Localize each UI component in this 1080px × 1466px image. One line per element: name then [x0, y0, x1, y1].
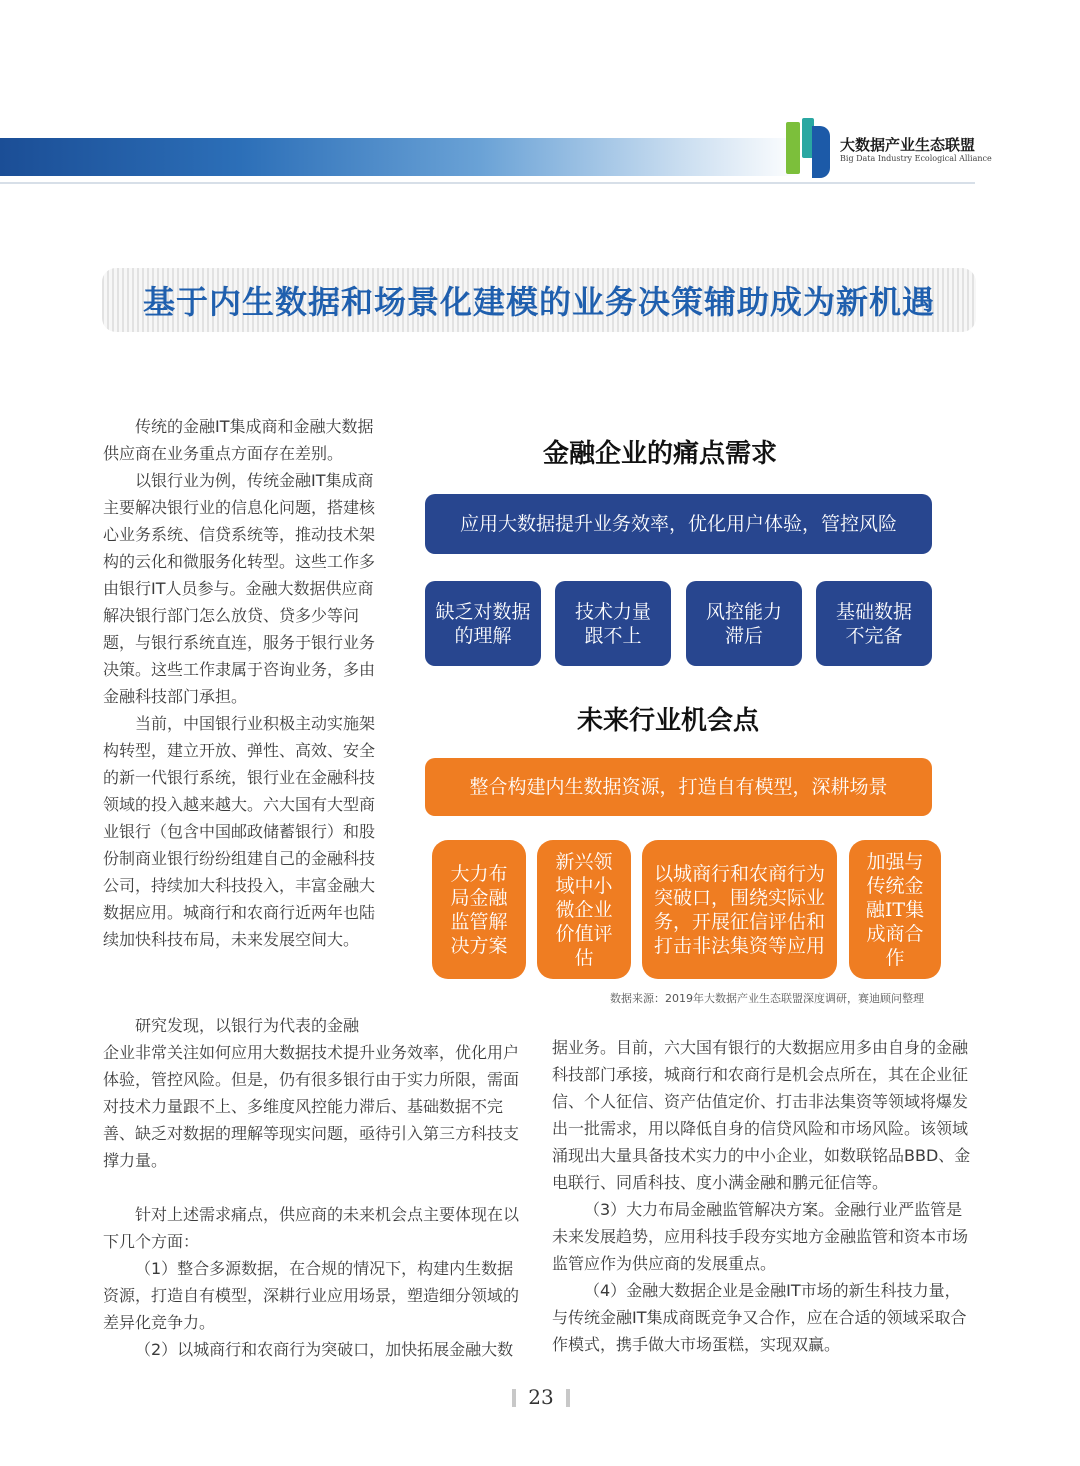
pain-point-summary-box: 应用大数据提升业务效率，优化用户体验，管控风险	[425, 494, 932, 554]
opportunity-box: 新兴领域中小微企业价值评估	[537, 840, 631, 979]
paragraph: 当前，中国银行业积极主动实施架构转型，建立开放、弹性、高效、安全的新一代银行系统，银行业在金融科技领域的投入越来越大。六大国有大型商业银行（包含中国邮政储蓄银行）和股份制商业银行纷纷组建自己的金融科技公司，持续加大科技投入，丰富金融大数据应用。城商行和农商行近两年也陆续加快科技布局，未来发展空间大。	[103, 714, 376, 949]
logo-title-en: Big Data Industry Ecological Alliance	[840, 154, 992, 163]
diagram-heading-opportunities: 未来行业机会点	[577, 706, 760, 736]
opportunity-box: 加强与传统金融IT集成商合作	[849, 840, 941, 979]
paragraph: 针对上述需求痛点，供应商的未来机会点主要体现在以下几个方面：	[103, 1205, 520, 1251]
diagram-heading-pain-points: 金融企业的痛点需求	[543, 439, 778, 469]
section-title-bar	[102, 268, 976, 332]
page-number-bar-right	[566, 1389, 570, 1407]
paragraph: 企业非常关注如何应用大数据技术提升业务效率，优化用户体验，管控风险。但是，仍有很多银行由于实力所限，需面对技术力量跟不上、多维度风控能力滞后、基础数据不完善、缺乏对数据的理解等现实问题，亟待引入第三方科技支撑力量。	[103, 1043, 520, 1170]
paragraph: 据业务。目前，六大国有银行的大数据应用多由自身的金融科技部门承接，城商行和农商行是机会点所在，其在企业征信、个人征信、资产估值定价、打击非法集资等领域将爆发出一批需求，用以降低自身的信贷风险和市场风险。该领域涌现出大量具备技术实力的中小企业，如数联铭品BBD、金电联行、同盾科技、度小满金融和鹏元征信等。	[552, 1038, 971, 1192]
paragraph: 研究发现，以银行为代表的金融	[135, 1016, 360, 1035]
paragraph: （2）以城商行和农商行为突破口，加快拓展金融大数	[135, 1340, 514, 1359]
logo-title-cn: 大数据产业生态联盟	[840, 136, 976, 154]
pain-point-box: 缺乏对数据的理解	[425, 581, 541, 666]
page-number: 23	[528, 1385, 554, 1409]
paragraph: （1）整合多源数据，在合规的情况下，构建内生数据资源，打造自有模型，深耕行业应用场景，塑造细分领域的差异化竞争力。	[103, 1259, 520, 1332]
paragraph: （4）金融大数据企业是金融IT市场的新生科技力量，与传统金融IT集成商既竞争又合作，应在合适的领域采取合作模式，携手做大市场蛋糕，实现双赢。	[552, 1281, 967, 1354]
left-column-text	[103, 413, 375, 953]
section-title: 基于内生数据和场景化建模的业务决策辅助成为新机遇	[142, 283, 935, 321]
pain-point-box: 风控能力滞后	[686, 581, 802, 666]
opportunity-box: 以城商行和农商行为突破口，围绕实际业务，开展征信评估和打击非法集资等应用	[642, 840, 837, 979]
header-band	[0, 138, 800, 176]
opportunity-box: 大力布局金融监管解决方案	[432, 840, 526, 979]
data-source-note: 数据来源：2019年大数据产业生态联盟深度调研，赛迪顾问整理	[610, 992, 924, 1005]
opportunity-summary-box: 整合构建内生数据资源，打造自有模型，深耕场景	[425, 758, 932, 816]
alliance-logo-icon	[786, 118, 834, 180]
paragraph: 以银行业为例，传统金融IT集成商主要解决银行业的信息化问题，搭建核心业务系统、信贷系统等，推动技术架构的云化和微服务化转型。这些工作多由银行IT人员参与。金融大数据供应商解决银行部门怎么放贷、贷多少等问题，与银行系统直连，服务于银行业务决策。这些工作隶属于咨询业务，多由金融科技部门承担。	[103, 471, 376, 706]
header-divider	[0, 182, 975, 184]
pain-point-box: 技术力量跟不上	[555, 581, 671, 666]
pain-point-box: 基础数据不完备	[816, 581, 932, 666]
bottom-left-text	[103, 1012, 527, 1363]
paragraph: 传统的金融IT集成商和金融大数据供应商在业务重点方面存在差别。	[103, 417, 374, 463]
paragraph: （3）大力布局金融监管解决方案。金融行业严监管是未来发展趋势，应用科技手段夯实地方金融监管和资本市场监管应作为供应商的发展重点。	[552, 1200, 969, 1273]
bottom-right-text	[552, 1034, 976, 1358]
